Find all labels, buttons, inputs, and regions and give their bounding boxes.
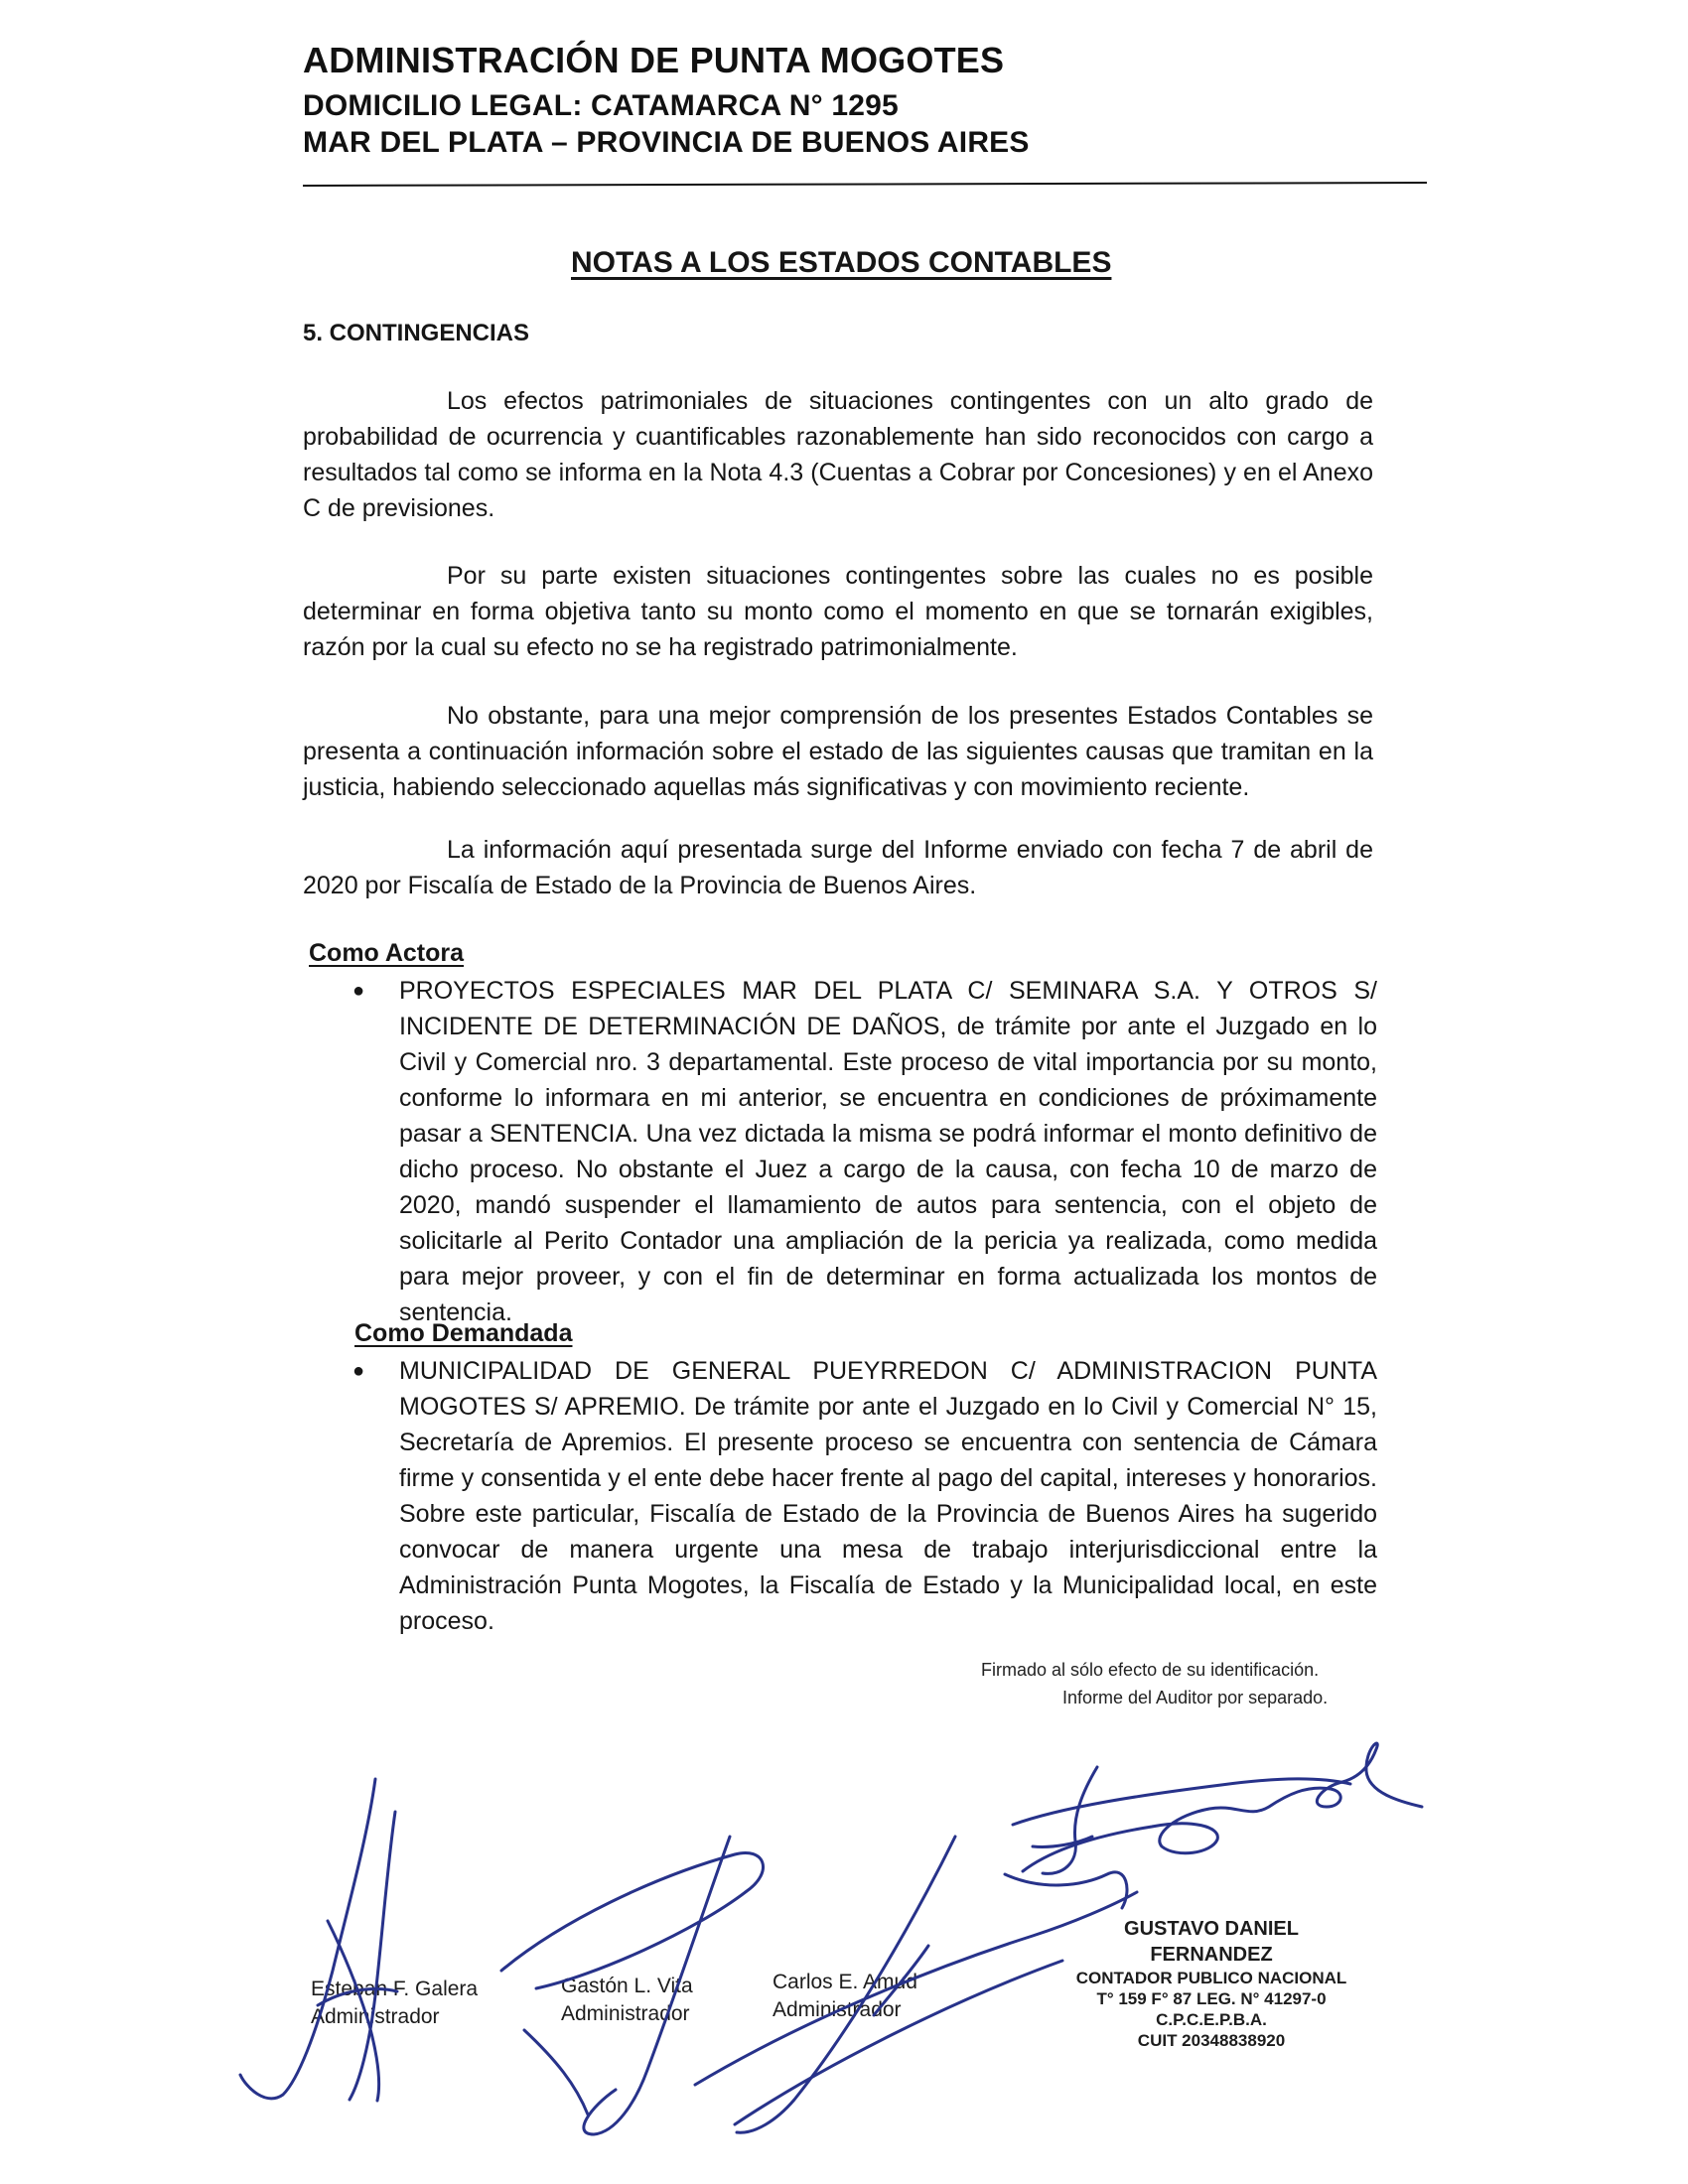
auditor-title: CONTADOR PUBLICO NACIONAL (1075, 1969, 1347, 1987)
signature-note-line2: Informe del Auditor por separado. (1062, 1688, 1329, 1707)
paragraph-1: Los efectos patrimoniales de situaciones contingentes con un alto grado de probabilidad de ocurrencia y cuantificables razonablemente han sido reconocidos con cargo a resultados tal como se informa en la Nota 4.3 (Cuentas a Cobrar por Concesiones) y en el Anexo C de previsiones. (303, 387, 1373, 522)
signer-vita (561, 1973, 693, 2028)
como-demandada-text: MUNICIPALIDAD DE GENERAL PUEYRREDON C/ ADMINISTRACION PUNTA MOGOTES S/ APREMIO. De trámite por ante el Juzgado en lo Civil y Comercial N° 15, Secretaría de Apremios. El presente proceso se encuentra con sentencia de Cámara firme y consentida y el ente debe hacer frente al pago del capital, intereses y honorarios. Sobre este particular, Fiscalía de Estado de la Provincia de Buenos Aires ha sugerido convocar de manera urgente una mesa de trabajo interjurisdiccional entre la Administración Punta Mogotes, la Fiscalía de Estado y la Municipalidad local, en este proceso. (399, 1357, 1377, 1635)
bullet-icon: ● (352, 980, 365, 1002)
signer-role: Administrador (773, 1998, 902, 2021)
auditor-council: C.P.C.E.P.B.A. (1156, 2010, 1267, 2029)
signer-name: Gastón L. Vita (561, 1975, 693, 1997)
header-organization: ADMINISTRACIÓN DE PUNTA MOGOTES (303, 40, 1005, 80)
como-actora-text: PROYECTOS ESPECIALES MAR DEL PLATA C/ SEMINARA S.A. Y OTROS S/ INCIDENTE DE DETERMINACIÓN DE DAÑOS, de trámite por ante el Juzgado en lo Civil y Comercial nro. 3 departamental. Este proceso de vital importancia por su monto, conforme lo informara en mi anterior, se encuentra en condiciones de próximamente pasar a SENTENCIA. Una vez dictada la misma se podrá informar el monto definitivo de dicho proceso. No obstante el Juez a cargo de la causa, con fecha 10 de marzo de 2020, mandó suspender el llamamiento de autos para sentencia, con el objeto de solicitarle al Perito Contador una ampliación de la pericia ya realizada, como medida para mejor proveer, y con el fin de determinar en forma actualizada los montos de sentencia. (399, 977, 1377, 1326)
header-city: MAR DEL PLATA – PROVINCIA DE BUENOS AIRES (303, 126, 1030, 159)
page-title: NOTAS A LOS ESTADOS CONTABLES (571, 246, 1112, 279)
signer-role: Administrador (561, 2002, 690, 2025)
section-heading: 5. CONTINGENCIAS (303, 320, 530, 346)
auditor-registration: T° 159 F° 87 LEG. N° 41297-0 (1096, 1989, 1327, 2008)
auditor-cuit: CUIT 20348838920 (1137, 2031, 1286, 2050)
signer-name: Carlos E. Amud (773, 1971, 917, 1993)
signer-amud (773, 1969, 917, 2024)
auditor-stamp (1062, 1916, 1360, 2051)
paragraph-2: Por su parte existen situaciones contingentes sobre las cuales no es posible determinar en forma objetiva tanto su monto como el momento en que se tornarán exigibles, razón por la cual su efecto no se ha registrado patrimonialmente. (303, 562, 1373, 661)
como-demandada-heading: Como Demandada (354, 1319, 573, 1347)
paragraph-3: No obstante, para una mejor comprensión de los presentes Estados Contables se presenta a continuación información sobre el estado de las siguientes causas que tramitan en la justicia, habiendo seleccionado aquellas más significativas y con movimiento reciente. (303, 702, 1373, 801)
como-actora-item (352, 973, 1377, 1330)
signature-note-line1: Firmado al sólo efecto de su identificación. (981, 1660, 1320, 1680)
bullet-icon: ● (352, 1360, 365, 1382)
header-divider (303, 182, 1427, 187)
como-actora-heading: Como Actora (309, 939, 465, 967)
signer-role: Administrador (311, 2005, 440, 2028)
signature-galera (240, 1779, 397, 2101)
como-demandada-item (352, 1353, 1377, 1639)
auditor-name: GUSTAVO DANIEL FERNANDEZ (1124, 1918, 1299, 1966)
paragraph-4: La información aquí presentada surge del Informe enviado con fecha 7 de abril de 2020 por Fiscalía de Estado de la Provincia de Buenos Aires. (303, 836, 1373, 899)
header-address: DOMICILIO LEGAL: CATAMARCA N° 1295 (303, 89, 899, 122)
signature-fernandez (1005, 1743, 1422, 1908)
signer-galera (311, 1976, 478, 2031)
signer-name: Esteban F. Galera (311, 1978, 479, 2000)
